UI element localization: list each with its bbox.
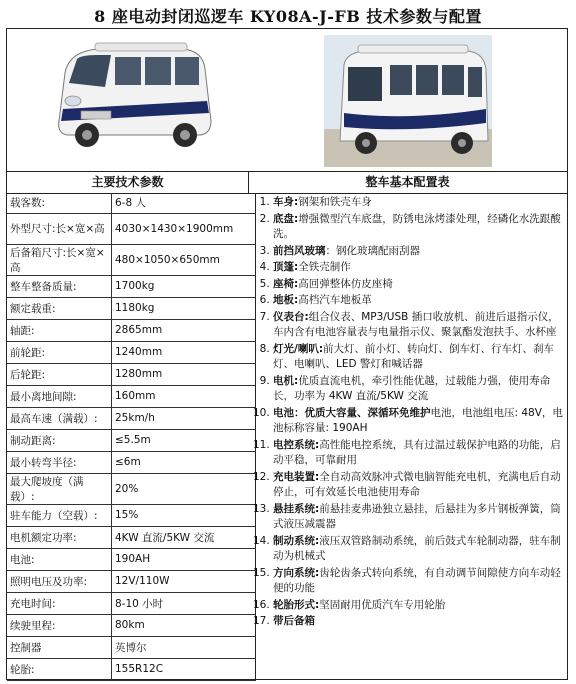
config-item-text: 电池，电池组电压: 48V，电池标称容量: 190AH: [273, 406, 563, 434]
spec-table-header: 主要技术参数: [7, 171, 249, 194]
spec-label: 电机额定功率:: [7, 526, 112, 548]
spec-label: 控制器: [7, 636, 112, 658]
spec-label: 制动距离:: [7, 429, 112, 451]
spec-value: 480×1050×650mm: [112, 244, 256, 275]
spec-row: [7, 658, 256, 680]
config-item-text: 高档汽车地板革: [298, 294, 372, 306]
config-item-text: 组合仪表、MP3/USB 插口收放机、前进后退指示仪，车内含有电池容量表与电量指示仪、聚氯酯发泡扶手、水杯座: [273, 310, 559, 338]
config-item-text: 高性能电控系统，具有过温过载保护电路的功能，启动平稳，可靠耐用: [273, 438, 561, 466]
spec-value: 155R12C: [112, 658, 256, 680]
config-item-heading: 悬挂系统:: [273, 502, 320, 515]
spec-row: [7, 407, 256, 429]
spec-row: [7, 526, 256, 548]
spec-label: 最大爬坡度（满载）:: [7, 473, 112, 504]
config-item: [273, 614, 565, 631]
spec-row: [7, 385, 256, 407]
spec-sheet-frame: [6, 28, 568, 680]
config-item-heading: 电机:: [273, 374, 299, 387]
config-item-heading: 顶篷:: [273, 261, 299, 273]
van-rear-photo: [248, 29, 567, 171]
config-item: [273, 277, 565, 294]
spec-row: [7, 570, 256, 592]
config-item: [273, 374, 565, 406]
spec-label: 后轮距:: [7, 363, 112, 385]
config-item: [273, 566, 565, 598]
photo-row: [7, 29, 567, 172]
config-item-heading: 电池：优质大容量、深循环免维护: [273, 406, 431, 419]
config-item: [273, 534, 565, 566]
config-item-heading: 制动系统:: [273, 534, 320, 547]
spec-row: [7, 429, 256, 451]
config-item-heading: 带后备箱: [273, 615, 315, 627]
spec-value: 25km/h: [112, 407, 256, 429]
config-item-text: 前大灯、前小灯、转向灯、倒车灯、行车灯、刹车灯、电喇叭、LED 警灯和喊话器: [273, 342, 555, 370]
spec-row: [7, 341, 256, 363]
config-item-text: 液压双管路制动系统，前后鼓式车轮制动器，驻车制动为机械式: [273, 534, 561, 562]
spec-row: [7, 275, 256, 297]
config-item: [273, 406, 565, 438]
spec-row: [7, 363, 256, 385]
config-item: [273, 502, 565, 534]
spec-row: [7, 636, 256, 658]
config-item-heading: 车身:: [273, 196, 299, 208]
spec-row: [7, 451, 256, 473]
config-item-heading: 电控系统:: [273, 438, 320, 451]
spec-value: 1700kg: [112, 275, 256, 297]
spec-value: 4030×1430×1900mm: [112, 213, 256, 244]
spec-value: 4KW 直流/5KW 交流: [112, 526, 256, 548]
config-list: [249, 193, 567, 679]
config-item-text: 全铁壳制作: [298, 261, 351, 273]
spec-row: [7, 193, 256, 213]
spec-value: 6-8 人: [112, 193, 256, 213]
spec-row: [7, 473, 256, 504]
spec-label: 电池:: [7, 548, 112, 570]
spec-label: 载客数:: [7, 193, 112, 213]
spec-value: 1280mm: [112, 363, 256, 385]
config-item-heading: 充电装置:: [273, 470, 320, 483]
config-item-heading: 方向系统:: [273, 566, 320, 579]
spec-value: 190AH: [112, 548, 256, 570]
config-item-text: 坚固耐用优质汽车专用轮胎: [319, 598, 446, 611]
spec-value: ≤6m: [112, 451, 256, 473]
config-item-text: 高回弹整体仿皮座椅: [298, 277, 393, 290]
config-item: [273, 293, 565, 310]
spec-row: [7, 319, 256, 341]
spec-value: 15%: [112, 504, 256, 526]
spec-value: 1240mm: [112, 341, 256, 363]
spec-label: 轮胎:: [7, 658, 112, 680]
spec-label: 续驶里程:: [7, 614, 112, 636]
config-item-heading: 灯光/喇叭:: [273, 342, 324, 355]
spec-value: 8-10 小时: [112, 592, 256, 614]
spec-value: 160mm: [112, 385, 256, 407]
config-item-text: 钢架和铁壳车身: [298, 196, 372, 208]
config-item-heading: 座椅:: [273, 277, 299, 290]
spec-row: [7, 592, 256, 614]
spec-value: 20%: [112, 473, 256, 504]
config-table-header: 整车基本配置表: [248, 171, 567, 194]
config-item-text: ：钢化玻璃配雨刮器: [325, 244, 420, 257]
config-item-heading: 地板:: [273, 294, 299, 306]
config-item-text: 全自动高效脉冲式微电脑智能充电机，充满电后自动停止，可有效延长电池使用寿命: [273, 470, 561, 498]
spec-label: 外型尺寸:长×宽×高: [7, 213, 112, 244]
spec-label: 轴距:: [7, 319, 112, 341]
config-item: [273, 598, 565, 615]
spec-value: 英博尔: [112, 636, 256, 658]
config-item: [273, 195, 565, 212]
config-item: [273, 470, 565, 502]
spec-label: 整车整备质量:: [7, 275, 112, 297]
spec-row: [7, 244, 256, 275]
spec-label: 最小离地间隙:: [7, 385, 112, 407]
config-item-heading: 轮胎形式:: [273, 598, 320, 611]
van-front-photo: [7, 29, 249, 171]
spec-value: 80km: [112, 614, 256, 636]
config-item: [273, 260, 565, 277]
spec-label: 前轮距:: [7, 341, 112, 363]
spec-label: 最高车速（满载）:: [7, 407, 112, 429]
spec-value: 12V/110W: [112, 570, 256, 592]
config-item: [273, 310, 565, 342]
spec-label: 充电时间:: [7, 592, 112, 614]
spec-label: 最小转弯半径:: [7, 451, 112, 473]
document-title: 8 座电动封闭巡逻车 KY08A-J-FB 技术参数与配置: [94, 7, 482, 26]
spec-value: 2865mm: [112, 319, 256, 341]
spec-row: [7, 548, 256, 570]
config-item-text: 增强微型汽车底盘，防锈电泳烤漆处理，经磷化水洗跟酸洗。: [273, 212, 561, 240]
spec-row: [7, 297, 256, 319]
spec-label: 后备箱尺寸:长×宽×高: [7, 244, 112, 275]
spec-value: 1180kg: [112, 297, 256, 319]
config-item: [273, 342, 565, 374]
config-item: [273, 244, 565, 261]
spec-row: [7, 504, 256, 526]
config-item-heading: 前挡风玻璃: [273, 244, 326, 257]
config-item-heading: 仪表台:: [273, 310, 309, 323]
config-item-heading: 底盘:: [273, 212, 299, 225]
config-item-text: 前悬挂麦弗逊独立悬挂，后悬挂为多片钢板弹簧，筒式液压减震器: [273, 502, 561, 530]
spec-value: ≤5.5m: [112, 429, 256, 451]
config-item-text: 优质直流电机，牵引性能优越，过载能力强，使用寿命长，功率为 4KW 直流/5KW 交流: [273, 374, 551, 402]
spec-label: 额定载重:: [7, 297, 112, 319]
spec-label: 照明电压及功率:: [7, 570, 112, 592]
config-item: [273, 212, 565, 244]
spec-row: [7, 614, 256, 636]
spec-row: [7, 213, 256, 244]
spec-table: [7, 193, 256, 681]
config-item-text: 齿轮齿条式转向系统，有自动调节间隙使方向车动轻便的功能: [273, 566, 561, 594]
config-item: [273, 438, 565, 470]
spec-label: 驻车能力（空载）:: [7, 504, 112, 526]
